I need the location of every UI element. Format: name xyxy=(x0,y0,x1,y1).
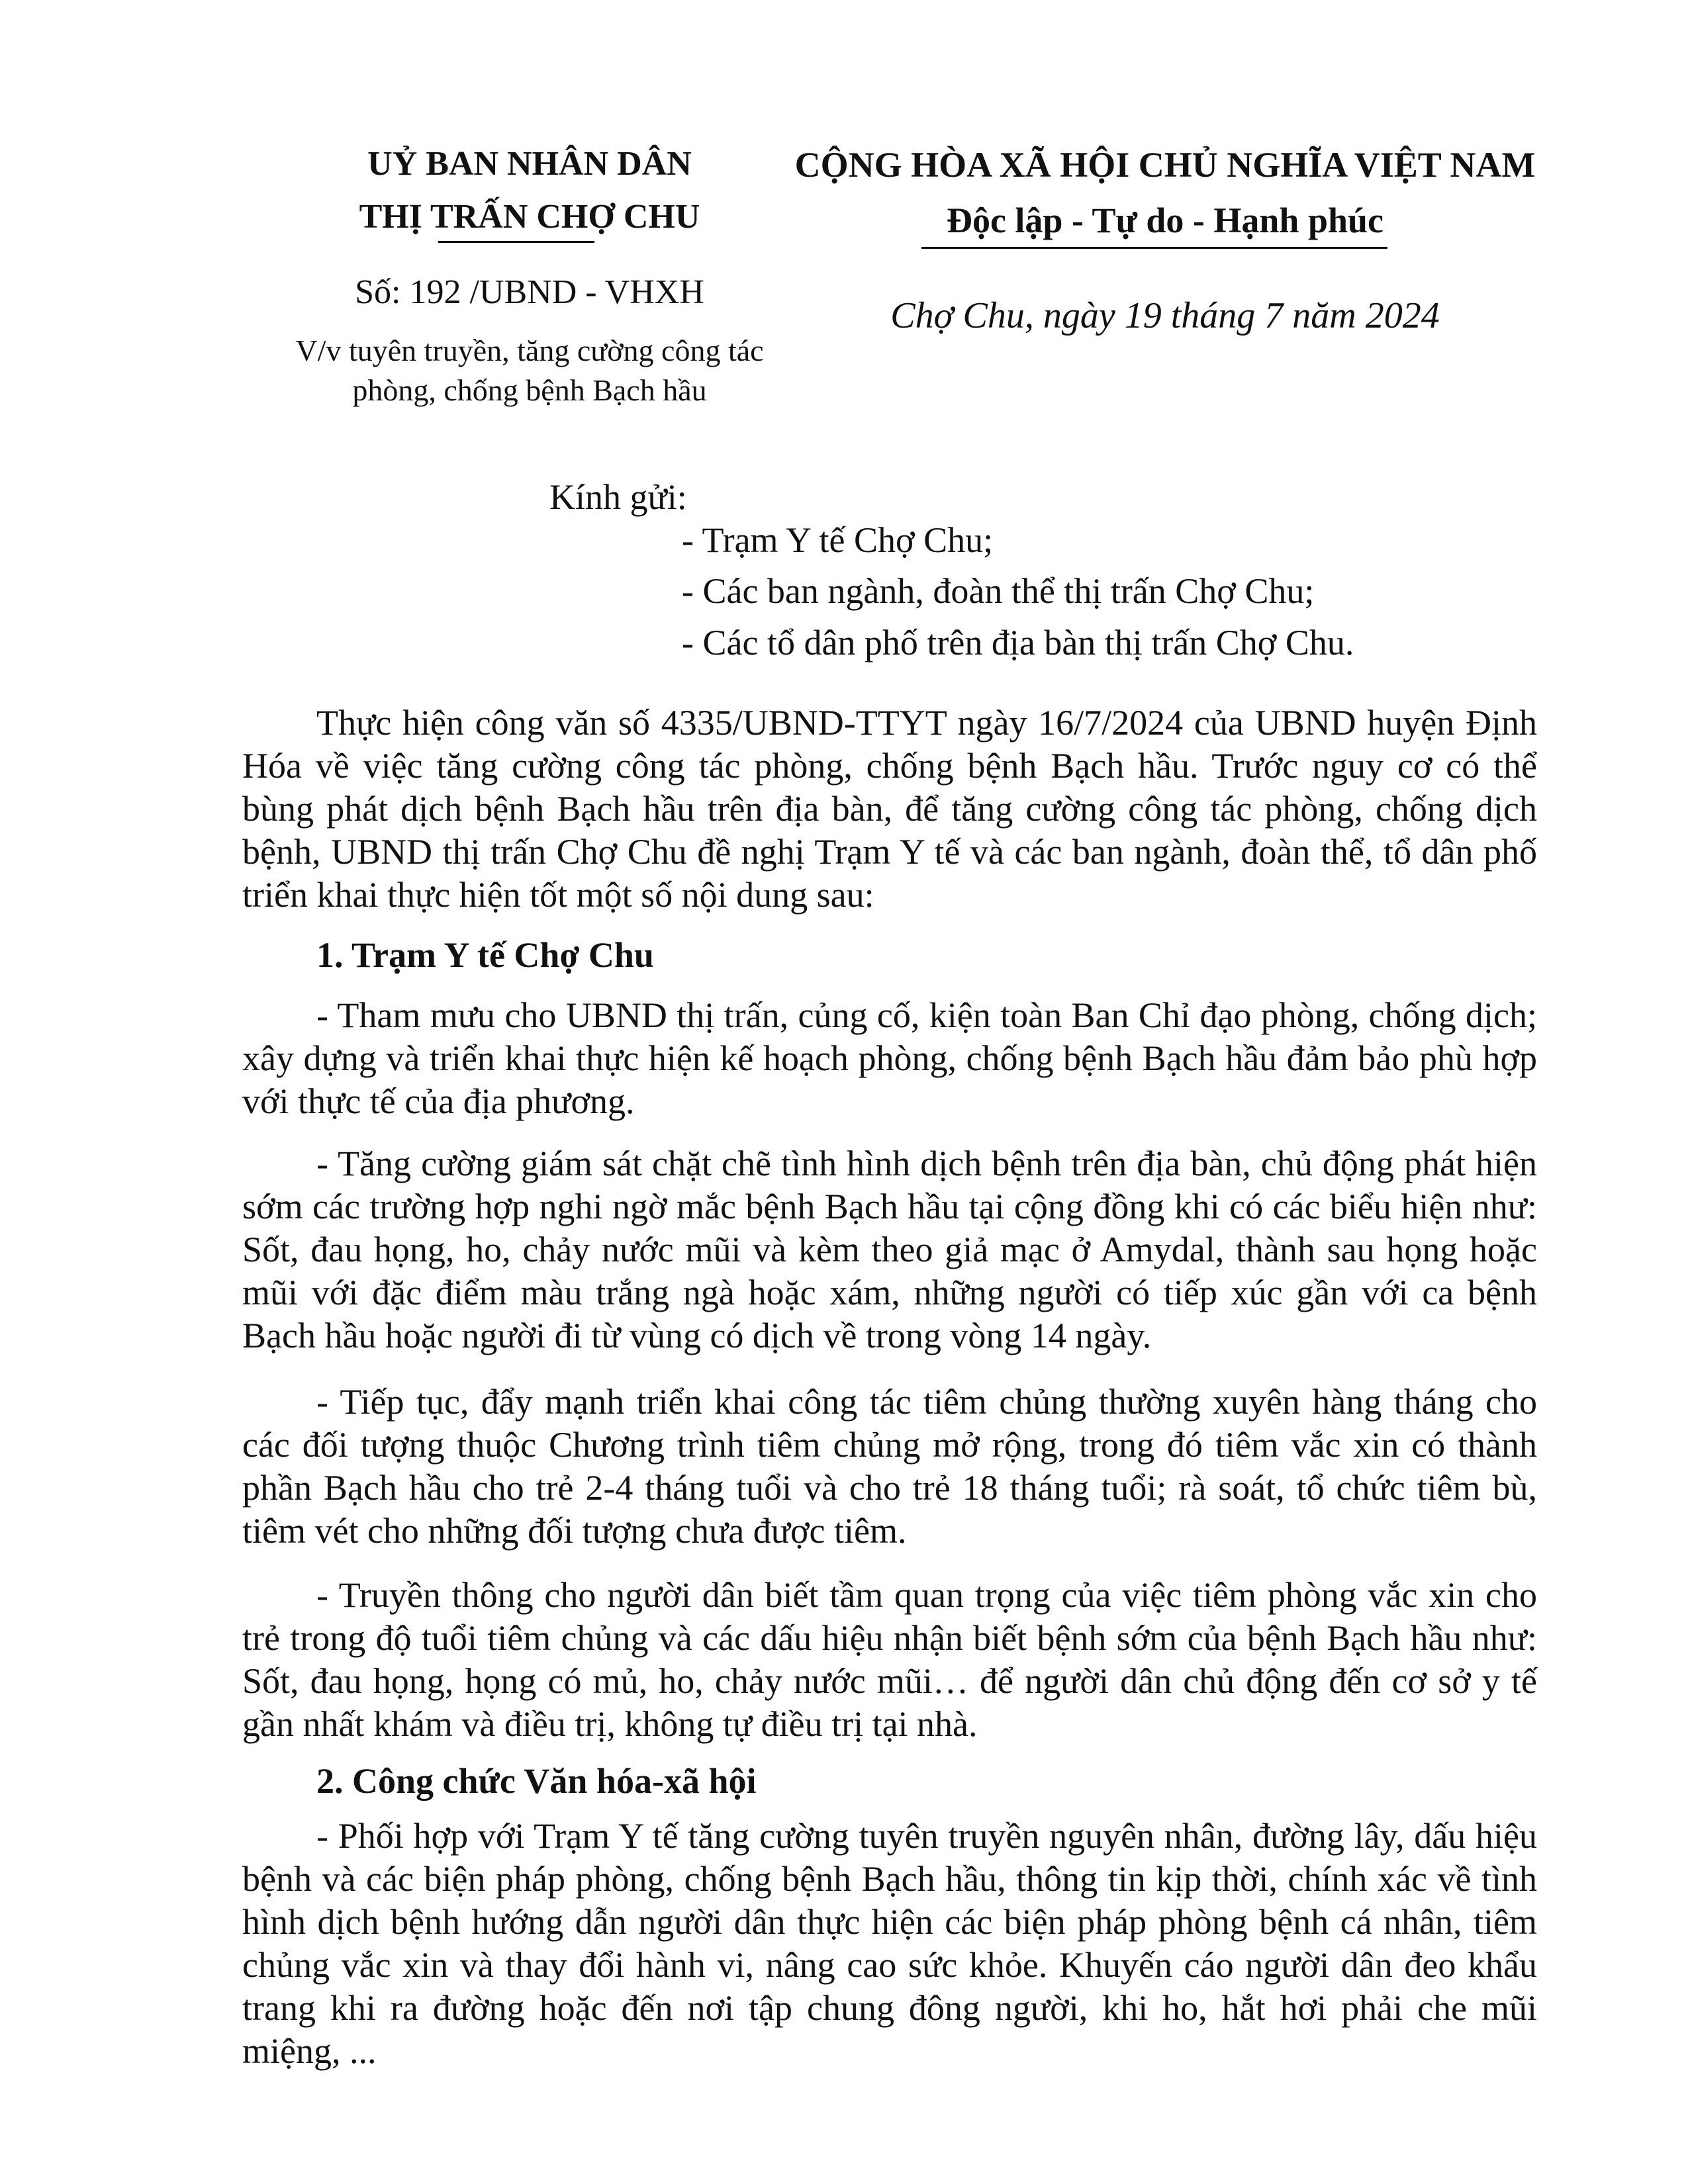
document-subject xyxy=(252,331,808,410)
issuing-authority: UỶ BAN NHÂN DÂN xyxy=(367,145,692,183)
body-paragraph: - Tiếp tục, đẩy mạnh triển khai công tác tiêm chủng thường xuyên hàng tháng cho các đối tượng thuộc Chương trình tiêm chủng mở rộng, trong đó tiêm vắc xin có thành phần Bạch hầu cho trẻ 2-4 tháng tuổi và cho trẻ 18 tháng tuổi; rà soát, tổ chức tiêm bù, tiêm vét cho những đối tượng chưa được tiêm. xyxy=(242,1382,1537,1551)
body-paragraph: - Tham mưu cho UBND thị trấn, củng cố, kiện toàn Ban Chỉ đạo phòng, chống dịch; xây dựng và triển khai thực hiện kế hoạch phòng, chống bệnh Bạch hầu đảm bảo phù hợp với thực tế của địa phương. xyxy=(242,995,1537,1121)
body-paragraph: - Phối hợp với Trạm Y tế tăng cường tuyên truyền nguyên nhân, đường lây, dấu hiệu bệnh và các biện pháp phòng, chống bệnh Bạch hầu, thông tin kịp thời, chính xác về tình hình dịch bệnh hướng dẫn người dân thực hiện các biện pháp phòng bệnh cá nhân, tiêm chủng vắc xin và thay đổi hành vi, nâng cao sức khỏe. Khuyến cáo người dân đeo khẩu trang khi ra đường hoặc đến nơi tập chung đông người, khi ho, hắt hơi phải che mũi miệng, ... xyxy=(242,1816,1537,2071)
body-paragraph: - Tăng cường giám sát chặt chẽ tình hình dịch bệnh trên địa bàn, chủ động phát hiện sớm các trường hợp nghi ngờ mắc bệnh Bạch hầu tại cộng đồng khi có các biểu hiện như: Sốt, đau họng, ho, chảy nước mũi và kèm theo giả mạc ở Amydal, thành sau họng hoặc mũi với đặc điểm màu trắng ngà hoặc xám, những người có tiếp xúc gần với ca bệnh Bạch hầu hoặc người đi từ vùng có dịch về trong vòng 14 ngày. xyxy=(242,1144,1537,1355)
intro-paragraph: Thực hiện công văn số 4335/UBND-TTYT ngày 16/7/2024 của UBND huyện Định Hóa về việc tăng cường công tác phòng, chống bệnh Bạch hầu. Trước nguy cơ có thể bùng phát dịch bệnh Bạch hầu trên địa bàn, để tăng cường công tác phòng, chống dịch bệnh, UBND thị trấn Chợ Chu đề nghị Trạm Y tế và các ban ngành, đoàn thể, tổ dân phố triển khai thực hiện tốt một số nội dung sau: xyxy=(242,703,1537,915)
issuing-unit-underline xyxy=(438,241,594,243)
recipients-label: Kính gửi: xyxy=(549,477,687,517)
section-heading: 1. Trạm Y tế Chợ Chu xyxy=(316,935,654,975)
document-subject-line2: phòng, chống bệnh Bạch hầu xyxy=(352,373,707,407)
document-subject-line1: V/v tuyên truyền, tăng cường công tác xyxy=(295,334,764,367)
issuing-unit: THỊ TRẤN CHỢ CHU xyxy=(359,198,700,236)
document-date: Chợ Chu, ngày 19 tháng 7 năm 2024 xyxy=(890,295,1440,336)
document-number: Số: 192 /UBND - VHXH xyxy=(355,273,704,311)
body-paragraph: - Truyền thông cho người dân biết tầm quan trọng của việc tiêm phòng vắc xin cho trẻ trong độ tuổi tiêm chủng và các dấu hiệu nhận biết bệnh sớm của bệnh Bạch hầu như: Sốt, đau họng, họng có mủ, ho, chảy nước mũi… để người dân chủ động đến cơ sở y tế gần nhất khám và điều trị, không tự điều trị tại nhà. xyxy=(242,1575,1537,1744)
recipient-item: - Các ban ngành, đoàn thể thị trấn Chợ Chu; xyxy=(682,571,1315,611)
national-motto: Độc lập - Tự do - Hạnh phúc xyxy=(946,201,1384,240)
recipient-item: - Các tổ dân phố trên địa bàn thị trấn Chợ Chu. xyxy=(682,623,1354,662)
national-motto-underline xyxy=(921,247,1387,249)
section-heading: 2. Công chức Văn hóa-xã hội xyxy=(316,1761,757,1801)
recipient-item: - Trạm Y tế Chợ Chu; xyxy=(682,520,994,560)
national-title: CỘNG HÒA XÃ HỘI CHỦ NGHĨA VIỆT NAM xyxy=(794,145,1536,185)
